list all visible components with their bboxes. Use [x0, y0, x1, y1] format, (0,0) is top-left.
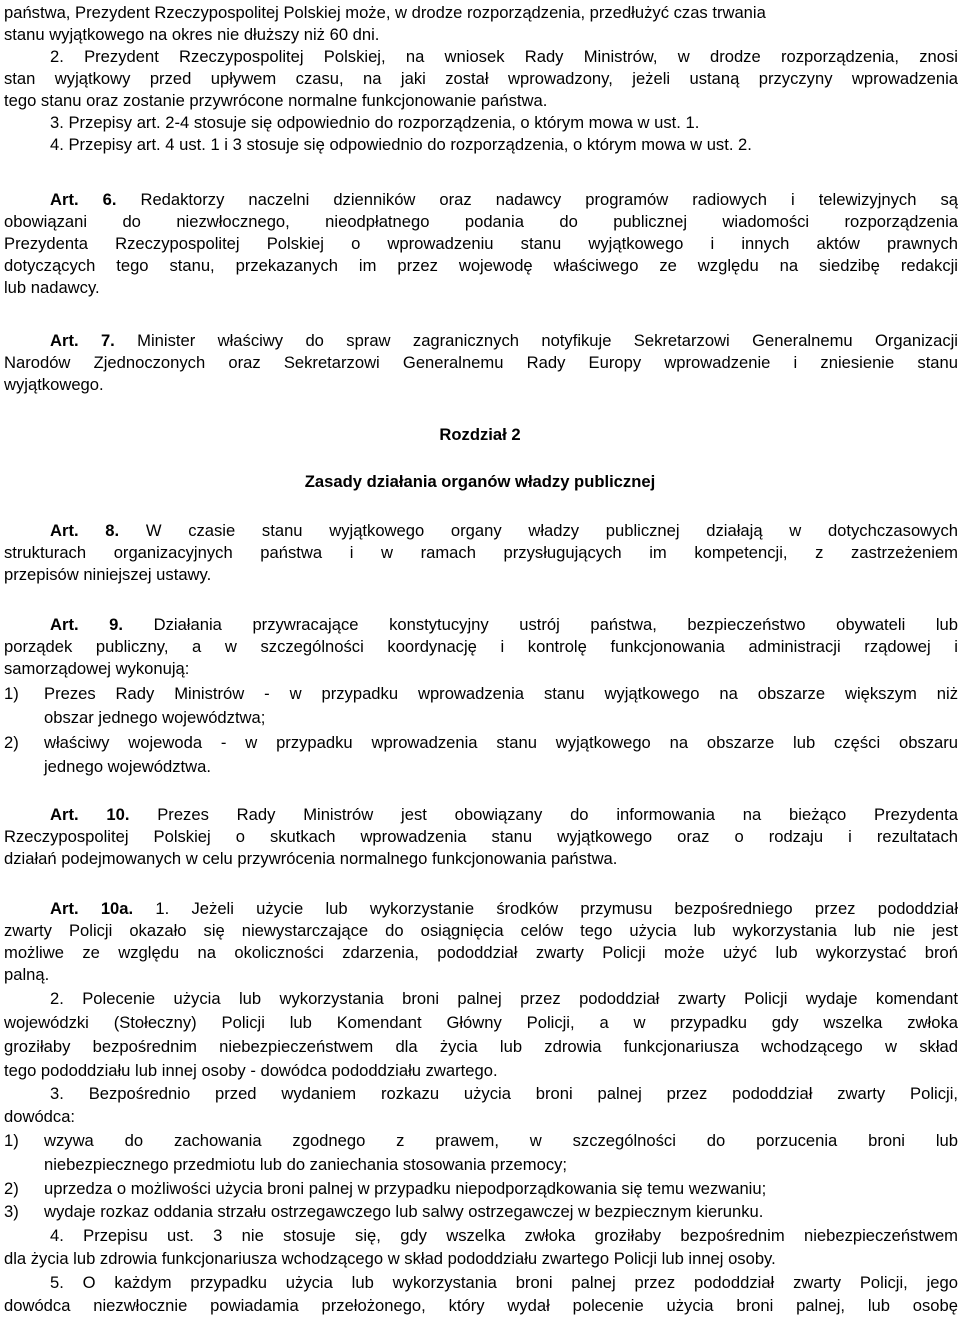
- text-line: 5. O każdym przypadku użycia lub wykorzystania broni palnej przez pododdział zwarty Policji, jego: [50, 1273, 958, 1292]
- text-line: jednego województwa.: [44, 757, 211, 776]
- article-7-line: [50, 330, 958, 352]
- article-label: Art. 9.: [50, 615, 124, 634]
- text-line: obowiązani do niezwłocznego, nieodpłatnego podania do publicznej wiadomości rozporządzenia: [4, 212, 958, 231]
- text-line: samorządowej wykonują:: [4, 659, 190, 678]
- article-label: Art. 6.: [50, 190, 117, 209]
- text-line: 1. Jeżeli użycie lub wykorzystanie środków przymusu bezpośredniego przez pododdział: [155, 899, 959, 918]
- text-line: zwarty Policji okazało się niewystarczające do osiągnięcia celów tego użycia lub wykorzystania lub nie jest: [4, 921, 958, 940]
- text-line: 2. Prezydent Rzeczypospolitej Polskiej, na wniosek Rady Ministrów, w drodze rozporządzenia, znosi: [50, 47, 958, 66]
- text-line: przepisów niniejszej ustawy.: [4, 565, 212, 584]
- text-line: dowódca niezwłocznie powiadamia przełożonego, który wydał polecenie użycia broni palnej, lub osobę: [4, 1296, 958, 1315]
- text-line: Rzeczypospolitej Polskiej o skutkach wprowadzenia stanu wyjątkowego oraz o rodzaju i rezultatach: [4, 827, 958, 846]
- text-line: dotyczących tego stanu, przekazanych im przez wojewodę właściwego ze względu na siedzibę redakcji: [4, 256, 958, 275]
- list-item-text: wzywa do zachowania zgodnego z prawem, w szczególności do porzucenia broni lub: [44, 1131, 958, 1150]
- list-number: 2): [4, 733, 19, 752]
- article-9-line: [50, 614, 958, 636]
- list-number: 1): [4, 684, 19, 703]
- chapter-title: Zasady działania organów władzy publicznej: [304, 472, 656, 491]
- list-number: 2): [4, 1179, 19, 1198]
- text-line: niebezpiecznego przedmiotu lub do zaniechania stosowania przemocy;: [44, 1155, 568, 1174]
- list-number: 1): [4, 1131, 19, 1150]
- text-line: Minister właściwy do spraw zagranicznych notyfikuje Sekretarzowi Generalnemu Organizacji: [137, 331, 958, 350]
- text-line: porządek publiczny, a w szczególności koordynację i kontrolę funkcjonowania administracji rządowej i: [4, 637, 958, 656]
- article-6-line: [50, 189, 958, 211]
- text-line: groziłaby bezpośrednim niebezpieczeństwem dla życia lub zdrowia funkcjonariusza wchodzącego w skład: [4, 1037, 958, 1056]
- text-line: działań podejmowanych w celu przywrócenia normalnego funkcjonowania państwa.: [4, 849, 618, 868]
- article-10a-line: [50, 898, 958, 920]
- text-line: Prezes Rady Ministrów jest obowiązany do informowania na bieżąco Prezydenta: [157, 805, 958, 824]
- article-label: Art. 7.: [50, 331, 115, 350]
- text-line: tego pododdziału lub innej osoby - dowódca pododdziału zwartego.: [4, 1061, 498, 1080]
- article-8-line: [50, 520, 958, 542]
- article-label: Art. 10.: [50, 805, 130, 824]
- list-item-text: właściwy wojewoda - w przypadku wprowadzenia stanu wyjątkowego na obszarze lub części obszaru: [44, 733, 958, 752]
- text-line: stan wyjątkowy przed upływem czasu, na jaki został wprowadzony, jeżeli ustaną przyczyny wprowadzenia: [4, 69, 958, 88]
- text-line: państwa, Prezydent Rzeczypospolitej Polskiej może, w drodze rozporządzenia, przedłużyć czas trwania: [4, 3, 766, 22]
- text-line: 2. Polecenie użycia lub wykorzystania broni palnej przez pododdział zwarty Policji wydaje komendant: [50, 989, 958, 1008]
- text-line: Prezydenta Rzeczypospolitej Polskiej o wprowadzeniu stanu wyjątkowego i innych aktów prawnych: [4, 234, 958, 253]
- text-line: tego stanu oraz zostanie przywrócone normalne funkcjonowanie państwa.: [4, 91, 548, 110]
- article-10-line: [50, 804, 958, 826]
- text-line: strukturach organizacyjnych państwa i w ramach przysługujących im kompetencji, z zastrzeżeniem: [4, 543, 958, 562]
- text-line: dla życia lub zdrowia funkcjonariusza wchodzącego w skład pododdziału zwartego Policji lub innej osoby.: [4, 1249, 776, 1268]
- text-line: obszar jednego województwa;: [44, 708, 266, 727]
- text-line: 4. Przepisy art. 4 ust. 1 i 3 stosuje się odpowiednio do rozporządzenia, o którym mowa w ust. 2.: [50, 135, 752, 154]
- text-line: Narodów Zjednoczonych oraz Sekretarzowi Generalnemu Rady Europy wprowadzenie i zniesienie stanu: [4, 353, 958, 372]
- list-item-text: wydaje rozkaz oddania strzału ostrzegawczego lub salwy ostrzegawczej w bezpiecznym kierunku.: [44, 1202, 764, 1221]
- text-line: lub nadawcy.: [4, 278, 100, 297]
- text-line: 3. Bezpośrednio przed wydaniem rozkazu użycia broni palnej przez pododdział zwarty Policji,: [50, 1084, 958, 1103]
- list-item-text: uprzedza o możliwości użycia broni palnej w przypadku niepodporządkowania się temu wezwaniu;: [44, 1179, 767, 1198]
- text-line: W czasie stanu wyjątkowego organy władzy publicznej działają w dotychczasowych: [145, 521, 958, 540]
- list-number: 3): [4, 1202, 19, 1221]
- list-item-text: Prezes Rady Ministrów - w przypadku wprowadzenia stanu wyjątkowego na obszarze większym niż: [44, 684, 958, 703]
- chapter-number: Rozdział 2: [439, 425, 521, 444]
- text-line: możliwe ze względu na okoliczności zdarzenia, pododdział zwarty Policji może użyć lub wykorzystać broń: [4, 943, 958, 962]
- text-line: palną.: [4, 965, 50, 984]
- text-line: wyjątkowego.: [4, 375, 104, 394]
- text-line: Działania przywracające konstytucyjny ustrój państwa, bezpieczeństwo obywateli lub: [153, 615, 958, 634]
- text-line: stanu wyjątkowego na okres nie dłuższy niż 60 dni.: [4, 25, 380, 44]
- text-line: Redaktorzy naczelni dzienników oraz nadawcy programów radiowych i telewizyjnych są: [140, 190, 958, 209]
- text-line: dowódca:: [4, 1107, 76, 1126]
- text-line: wojewódzki (Stołeczny) Policji lub Komendant Główny Policji, a w przypadku gdy wszelka zwłoka: [4, 1013, 958, 1032]
- article-label: Art. 10a.: [50, 899, 134, 918]
- article-label: Art. 8.: [50, 521, 120, 540]
- text-line: 3. Przepisy art. 2-4 stosuje się odpowiednio do rozporządzenia, o którym mowa w ust. 1.: [50, 113, 700, 132]
- text-line: 4. Przepisu ust. 3 nie stosuje się, gdy wszelka zwłoka groziłaby bezpośrednim niebezpieczeństwem: [50, 1226, 958, 1245]
